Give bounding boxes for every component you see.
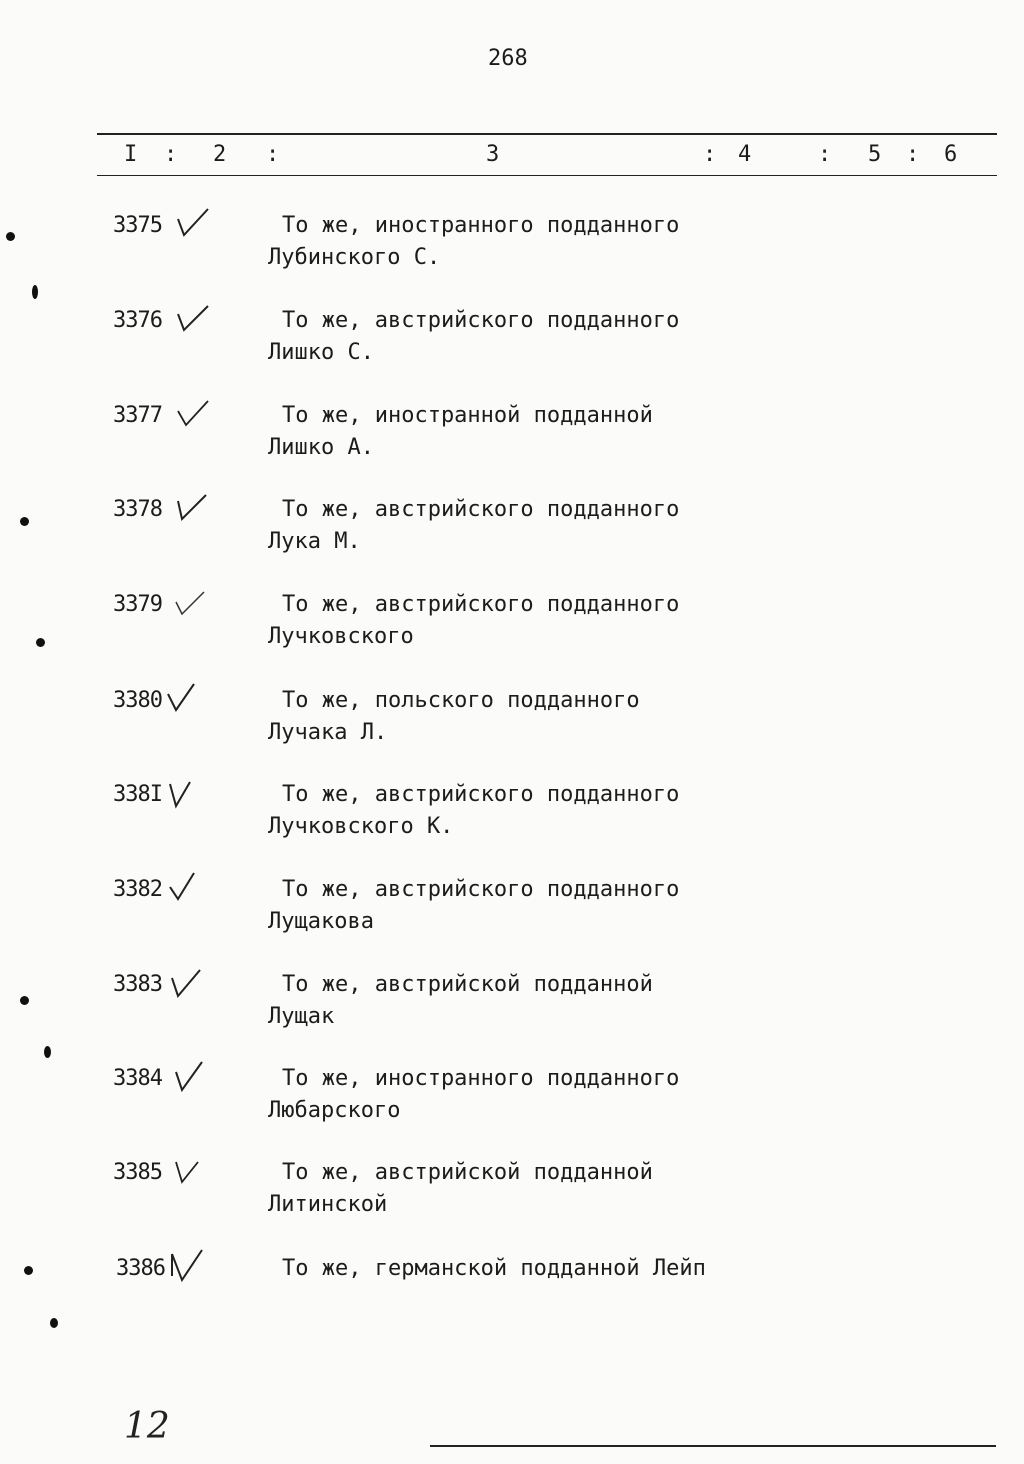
page-number: 268 [488,46,528,71]
list-item [0,308,1024,388]
header-rule-bottom [97,175,997,176]
entry-number: 3375 [113,213,162,238]
punch-hole-mark [50,1318,58,1328]
entry-name: Лубинского С. [268,245,441,270]
entry-name: Лучковского К. [268,814,454,839]
check-mark-icon [164,680,204,716]
entry-description: То же, иностранной подданной [282,403,653,428]
entry-description: То же, австрийского подданного [282,782,680,807]
entry-name: Литинской [268,1192,388,1217]
entry-name: Лущак [268,1004,335,1029]
column-header-4: 4 [738,142,752,167]
entry-name: Лишко С. [268,340,374,365]
check-mark-icon [172,300,212,336]
entry-description: То же, иностранного подданного [282,213,680,238]
entry-name: Лука М. [268,529,361,554]
entry-number: 3382 [113,877,162,902]
list-item [0,497,1024,577]
list-item [0,592,1024,672]
column-separator: : [818,142,832,167]
entry-description: То же, австрийского подданного [282,877,680,902]
check-mark-icon [172,395,212,431]
check-mark-icon [168,1248,208,1284]
entry-description: То же, австрийского подданного [282,592,680,617]
check-mark-icon [170,1058,210,1094]
punch-hole-mark [24,1266,33,1275]
entry-description: То же, австрийского подданного [282,308,680,333]
list-item [0,1256,1024,1336]
entry-number: 3379 [113,592,162,617]
list-item [0,782,1024,862]
entry-description: То же, польского подданного [282,688,640,713]
entry-description: То же, австрийской подданной [282,972,653,997]
check-mark-icon [172,489,212,525]
punch-hole-mark [32,285,38,299]
entry-number: 3384 [113,1066,162,1091]
header-rule-top [97,133,997,135]
column-separator: : [703,142,717,167]
column-separator: : [164,142,178,167]
entry-name: Лучковского [268,624,414,649]
entry-number: 338I [113,782,162,807]
list-item [0,213,1024,293]
punch-hole-mark [44,1046,51,1058]
svg-text:12: 12 [124,1406,170,1447]
entry-description: То же, иностранного подданного [282,1066,680,1091]
check-mark-icon [172,584,212,620]
entry-number: 3376 [113,308,162,333]
list-item [0,403,1024,483]
entry-number: 3378 [113,497,162,522]
entry-description: То же, австрийского подданного [282,497,680,522]
check-mark-icon [166,964,206,1000]
entry-name: Лишко А. [268,435,374,460]
entry-number: 3383 [113,972,162,997]
list-item [0,1066,1024,1146]
entry-name: Лучака Л. [268,720,388,745]
entry-name: Лущакова [268,909,374,934]
punch-hole-mark [20,517,29,526]
punch-hole-mark [6,232,15,241]
entry-number: 3385 [113,1160,162,1185]
entry-description: То же, австрийской подданной [282,1160,653,1185]
column-header-2: 2 [213,142,227,167]
list-item [0,688,1024,768]
column-header-6: 6 [944,142,958,167]
entry-name: Любарского [268,1098,401,1123]
list-item [0,972,1024,1052]
check-mark-icon [172,1152,212,1188]
column-header-5: 5 [868,142,882,167]
list-item [0,877,1024,957]
column-separator: : [266,142,280,167]
column-header-3: 3 [486,142,500,167]
entry-number: 3380 [113,688,162,713]
punch-hole-mark [36,638,45,647]
entry-description: То же, германской подданной Лейп [282,1256,706,1281]
list-item [0,1160,1024,1240]
check-mark-icon [172,205,212,241]
punch-hole-mark [20,996,29,1005]
entry-number: 3386 [116,1256,165,1281]
column-separator: : [906,142,920,167]
check-mark-icon [164,869,204,905]
column-header-1: I [124,142,138,167]
handwritten-page-count [122,1400,182,1448]
entry-number: 3377 [113,403,162,428]
footer-rule [430,1445,996,1447]
check-mark-icon [164,774,204,810]
